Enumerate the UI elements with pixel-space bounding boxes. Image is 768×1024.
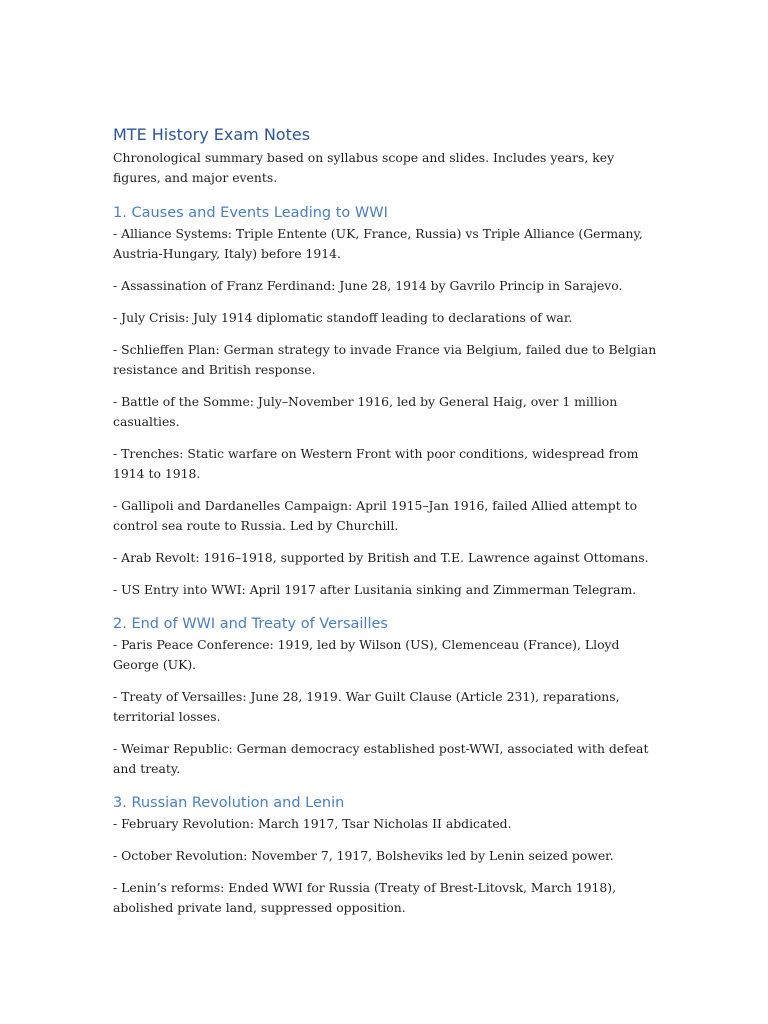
section-heading: 1. Causes and Events Leading to WWI	[113, 205, 388, 221]
list-item: - Assassination of Franz Ferdinand: June 28, 1914 by Gavrilo Princip in Sarajevo.	[113, 278, 623, 293]
list-item: - October Revolution: November 7, 1917, Bolsheviks led by Lenin seized power.	[113, 848, 614, 863]
intro-paragraph: Chronological summary based on syllabus scope and slides. Includes years, key figures, and major events.	[113, 150, 615, 185]
list-item: - Trenches: Static warfare on Western Front with poor conditions, widespread from 1914 to 1918.	[113, 446, 639, 481]
list-item: - Lenin’s reforms: Ended WWI for Russia (Treaty of Brest-Litovsk, March 1918), abolished private land, suppressed opposition.	[113, 880, 617, 915]
section-heading: 2. End of WWI and Treaty of Versailles	[113, 616, 388, 632]
list-item: - Weimar Republic: German democracy established post-WWI, associated with defeat and treaty.	[113, 741, 649, 776]
list-item: - February Revolution: March 1917, Tsar Nicholas II abdicated.	[113, 816, 512, 831]
list-item: - US Entry into WWI: April 1917 after Lusitania sinking and Zimmerman Telegram.	[113, 582, 637, 597]
section-heading: 3. Russian Revolution and Lenin	[113, 795, 345, 811]
document-body	[113, 125, 658, 931]
list-item: - Schlieffen Plan: German strategy to invade France via Belgium, failed due to Belgian resistance and British response.	[113, 342, 657, 377]
section-russian-revolution	[113, 792, 658, 918]
list-item: - Paris Peace Conference: 1919, led by Wilson (US), Clemenceau (France), Lloyd George (UK).	[113, 637, 620, 672]
section-end-wwi-versailles	[113, 613, 658, 779]
list-item: - Gallipoli and Dardanelles Campaign: April 1915–Jan 1916, failed Allied attempt to control sea route to Russia. Led by Churchill.	[113, 498, 638, 533]
list-item: - Arab Revolt: 1916–1918, supported by British and T.E. Lawrence against Ottomans.	[113, 550, 649, 565]
list-item: - Treaty of Versailles: June 28, 1919. War Guilt Clause (Article 231), reparations, territorial losses.	[113, 689, 620, 724]
list-item: - Battle of the Somme: July–November 1916, led by General Haig, over 1 million casualties.	[113, 394, 618, 429]
list-item: - July Crisis: July 1914 diplomatic standoff leading to declarations of war.	[113, 310, 573, 325]
document-title: MTE History Exam Notes	[113, 125, 311, 144]
list-item: - Alliance Systems: Triple Entente (UK, France, Russia) vs Triple Alliance (Germany, Austria-Hungary, Italy) before 1914.	[113, 226, 643, 261]
section-causes-wwi	[113, 202, 658, 600]
